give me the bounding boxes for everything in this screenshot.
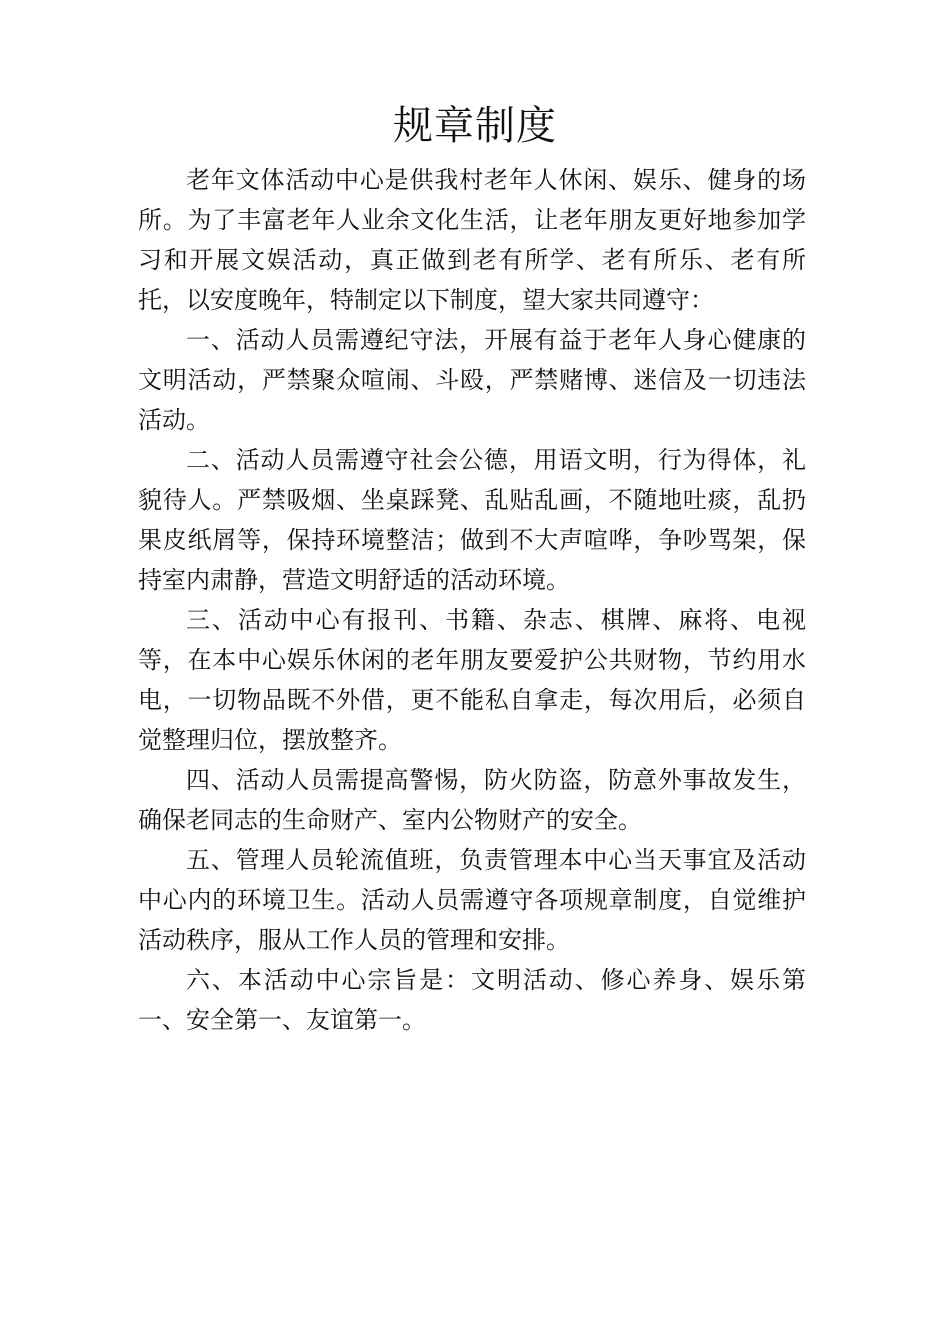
- document-body: [138, 160, 806, 1040]
- paragraph-rule-5: 五、管理人员轮流值班，负责管理本中心当天事宜及活动中心内的环境卫生。活动人员需遵守各项规章制度，自觉维护活动秩序，服从工作人员的管理和安排。: [138, 846, 806, 954]
- paragraph-rule-1: 一、活动人员需遵纪守法，开展有益于老年人身心健康的文明活动，严禁聚众喧闹、斗殴，严禁赌博、迷信及一切违法活动。: [138, 326, 806, 434]
- paragraph-rule-4: 四、活动人员需提高警惕，防火防盗，防意外事故发生，确保老同志的生命财产、室内公物财产的安全。: [138, 766, 806, 834]
- paragraph-rule-2: 二、活动人员需遵守社会公德，用语文明，行为得体，礼貌待人。严禁吸烟、坐桌踩凳、乱贴乱画，不随地吐痰，乱扔果皮纸屑等，保持环境整洁；做到不大声喧哗，争吵骂架，保持室内肃静，营造文明舒适的活动环境。: [138, 446, 806, 594]
- paragraph-rule-6: 六、本活动中心宗旨是：文明活动、修心养身、娱乐第一、安全第一、友谊第一。: [138, 966, 806, 1034]
- paragraph-rule-3: 三、活动中心有报刊、书籍、杂志、棋牌、麻将、电视等，在本中心娱乐休闲的老年朋友要爱护公共财物，节约用水电，一切物品既不外借，更不能私自拿走，每次用后，必须自觉整理归位，摆放整齐。: [138, 606, 806, 754]
- paragraph-intro: 老年文体活动中心是供我村老年人休闲、娱乐、健身的场所。为了丰富老年人业余文化生活，让老年朋友更好地参加学习和开展文娱活动，真正做到老有所学、老有所乐、老有所托，以安度晚年，特制定以下制度，望大家共同遵守：: [138, 166, 806, 314]
- document-title: 规章制度: [393, 103, 557, 149]
